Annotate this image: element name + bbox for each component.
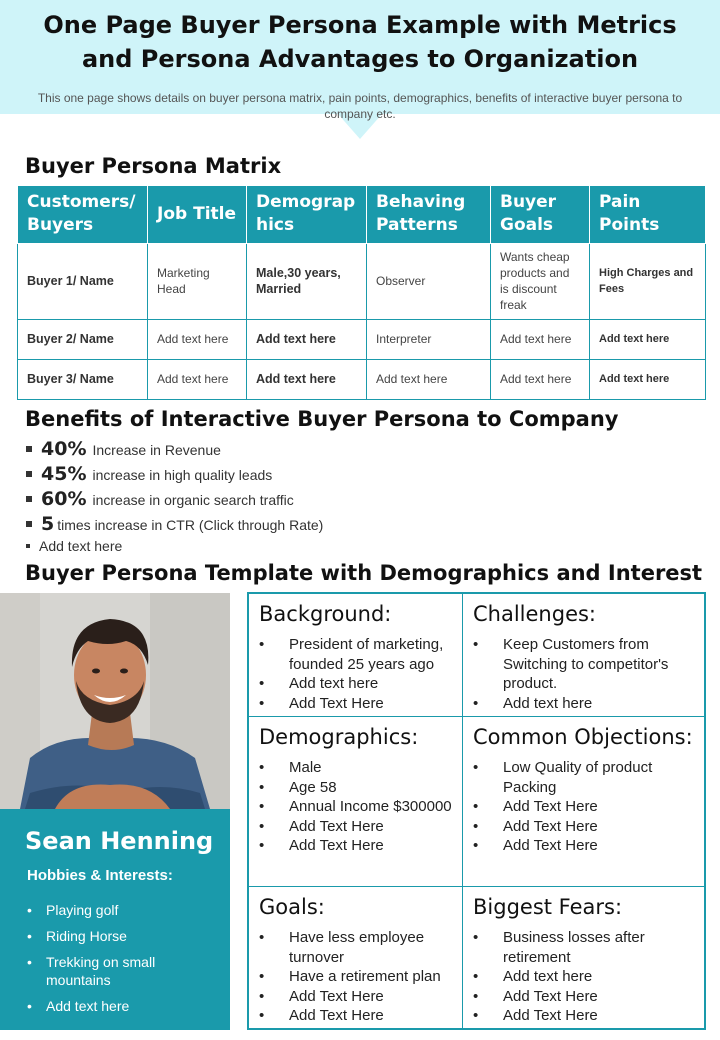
table-cell: High Charges and Fees bbox=[590, 243, 706, 319]
benefit-text: increase in high quality leads bbox=[92, 467, 273, 483]
list-item: • Add Text Here bbox=[473, 817, 694, 837]
list-item: • Male bbox=[259, 758, 452, 778]
table-cell: Wants cheap products and is discount freak bbox=[491, 243, 590, 319]
benefit-value: 45% bbox=[41, 463, 87, 485]
matrix-col-pain-points: Pain Points bbox=[590, 186, 706, 243]
benefit-value: 5 bbox=[41, 513, 55, 535]
objections-card bbox=[462, 716, 705, 887]
list-item: • Have less employee turnover bbox=[259, 928, 452, 967]
list-item: • Add text here bbox=[259, 674, 452, 694]
list-item bbox=[26, 513, 323, 538]
square-bullet-icon bbox=[26, 471, 32, 477]
list-item: • Age 58 bbox=[259, 778, 452, 798]
list-item: • Riding Horse bbox=[27, 927, 217, 945]
square-bullet-icon bbox=[26, 544, 30, 548]
table-cell: Add text here bbox=[148, 359, 247, 399]
benefit-text: Increase in Revenue bbox=[92, 442, 221, 458]
table-cell: Buyer 3/ Name bbox=[18, 359, 148, 399]
list-item: • Add text here bbox=[27, 997, 217, 1015]
list-item: • Add Text Here bbox=[259, 817, 452, 837]
square-bullet-icon bbox=[26, 521, 32, 527]
matrix-col-demographics: Demograp hics bbox=[247, 186, 367, 243]
list-item: • Add Text Here bbox=[259, 987, 452, 1007]
matrix-heading: Buyer Persona Matrix bbox=[25, 154, 282, 178]
list-item: • Keep Customers from Switching to competitor's product. bbox=[473, 635, 694, 694]
table-cell: Add text here bbox=[491, 359, 590, 399]
benefits-heading: Benefits of Interactive Buyer Persona to Company bbox=[25, 407, 619, 431]
table-row bbox=[18, 359, 706, 399]
page-subtitle: This one page shows details on buyer persona matrix, pain points, demographics, benefits of interactive buyer persona to company etc. bbox=[37, 91, 683, 121]
list-item: • Add text here bbox=[473, 967, 694, 987]
benefit-text: Add text here bbox=[39, 538, 123, 554]
list-item: • Trekking on small mountains bbox=[27, 953, 217, 989]
background-card bbox=[248, 593, 463, 717]
table-cell: Add text here bbox=[491, 319, 590, 359]
persona-profile-panel bbox=[0, 809, 230, 1030]
list-item bbox=[26, 463, 323, 488]
square-bullet-icon bbox=[26, 496, 32, 502]
list-item: • Add Text Here bbox=[473, 987, 694, 1007]
table-cell: Buyer 1/ Name bbox=[18, 243, 148, 319]
persona-name: Sean Henning bbox=[25, 827, 214, 855]
list-item: • Add Text Here bbox=[259, 836, 452, 856]
fears-card bbox=[462, 886, 705, 1029]
table-cell: Add text here bbox=[148, 319, 247, 359]
table-row bbox=[18, 319, 706, 359]
demographics-card bbox=[248, 716, 463, 887]
list-item: • Add text here bbox=[473, 694, 694, 714]
card-title: Common Objections: bbox=[473, 725, 693, 749]
table-cell: Marketing Head bbox=[148, 243, 247, 319]
list-item: • Annual Income $300000 bbox=[259, 797, 452, 817]
table-cell: Interpreter bbox=[367, 319, 491, 359]
table-cell: Add text here bbox=[367, 359, 491, 399]
card-title: Goals: bbox=[259, 895, 325, 919]
matrix-col-customers: Customers/ Buyers bbox=[18, 186, 148, 243]
square-bullet-icon bbox=[26, 446, 32, 452]
list-item: • President of marketing, founded 25 years ago bbox=[259, 635, 452, 674]
challenges-card bbox=[462, 593, 705, 717]
persona-details-grid bbox=[247, 592, 706, 1030]
hobbies-list bbox=[27, 901, 217, 1023]
list-item: • Business losses after retirement bbox=[473, 928, 694, 967]
buyer-persona-matrix bbox=[17, 186, 706, 400]
list-item: • Add Text Here bbox=[473, 1006, 694, 1026]
benefit-value: 60% bbox=[41, 488, 87, 510]
benefit-value: 40% bbox=[41, 438, 87, 460]
benefits-list bbox=[26, 438, 323, 558]
list-item bbox=[26, 488, 323, 513]
matrix-col-behaving-patterns: Behaving Patterns bbox=[367, 186, 491, 243]
list-item: • Low Quality of product Packing bbox=[473, 758, 694, 797]
table-cell: Add text here bbox=[247, 359, 367, 399]
person-portrait-image bbox=[0, 593, 230, 809]
hobbies-title: Hobbies & Interests: bbox=[27, 867, 173, 884]
table-cell: Male,30 years, Married bbox=[247, 243, 367, 319]
table-cell: Add text here bbox=[590, 319, 706, 359]
table-cell: Observer bbox=[367, 243, 491, 319]
card-title: Biggest Fears: bbox=[473, 895, 623, 919]
goals-card bbox=[248, 886, 463, 1029]
list-item: • Playing golf bbox=[27, 901, 217, 919]
table-row bbox=[18, 243, 706, 319]
list-item bbox=[26, 438, 323, 463]
list-item: • Have a retirement plan bbox=[259, 967, 452, 987]
list-item: • Add Text Here bbox=[473, 797, 694, 817]
list-item bbox=[26, 538, 323, 558]
card-title: Background: bbox=[259, 602, 392, 626]
matrix-header-row bbox=[18, 186, 706, 243]
benefit-text: times increase in CTR (Click through Rate) bbox=[57, 517, 324, 533]
matrix-col-buyer-goals: Buyer Goals bbox=[491, 186, 590, 243]
list-item: • Add Text Here bbox=[259, 694, 452, 714]
persona-photo bbox=[0, 593, 230, 809]
matrix-col-job-title: Job Title bbox=[148, 186, 247, 243]
page-title: One Page Buyer Persona Example with Metrics and Persona Advantages to Organization bbox=[43, 11, 677, 73]
card-title: Challenges: bbox=[473, 602, 597, 626]
list-item: • Add Text Here bbox=[473, 836, 694, 856]
list-item: • Add Text Here bbox=[259, 1006, 452, 1026]
benefit-text: increase in organic search traffic bbox=[92, 492, 294, 508]
table-cell: Buyer 2/ Name bbox=[18, 319, 148, 359]
persona-heading: Buyer Persona Template with Demographics and Interest bbox=[25, 561, 703, 585]
card-title: Demographics: bbox=[259, 725, 419, 749]
table-cell: Add text here bbox=[247, 319, 367, 359]
table-cell: Add text here bbox=[590, 359, 706, 399]
